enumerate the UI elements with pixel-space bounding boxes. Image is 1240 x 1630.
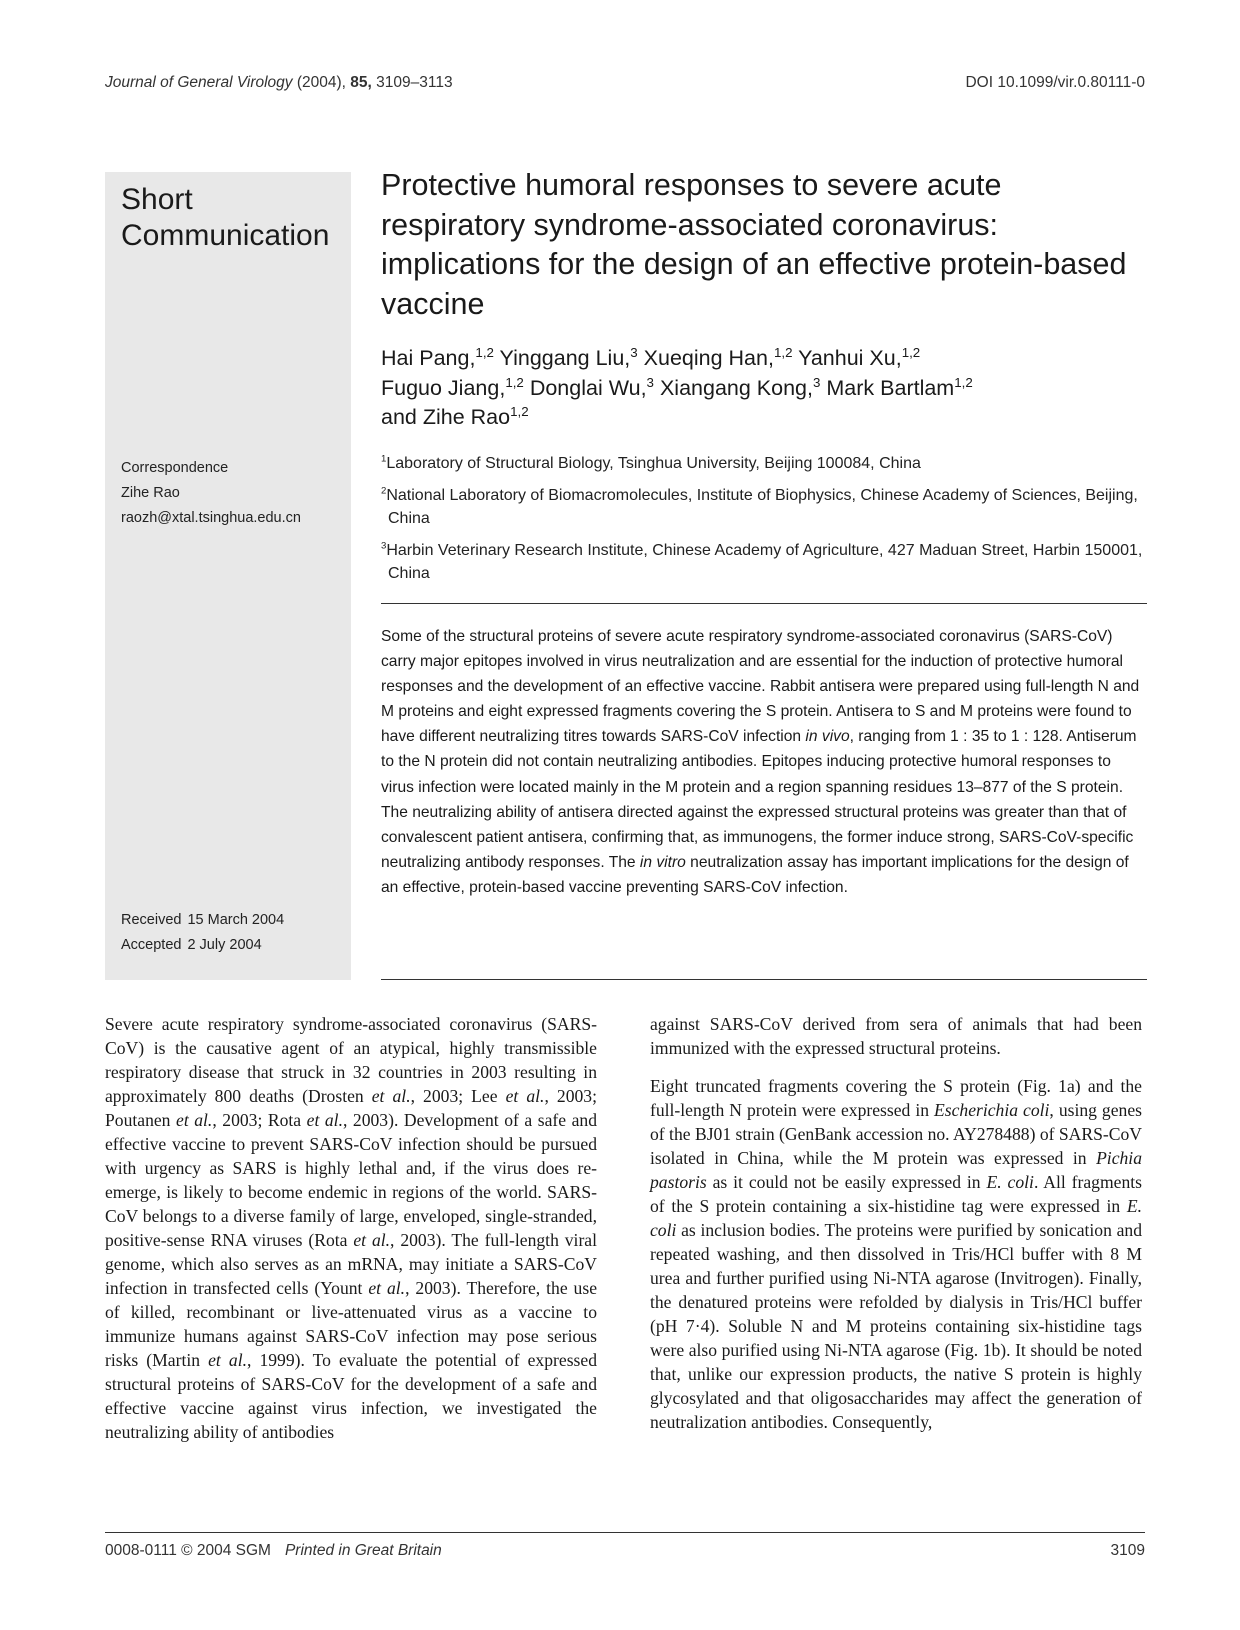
printed-in: Printed in Great Britain bbox=[284, 1542, 442, 1559]
author: Yinggang Liu,$^3$ bbox=[499, 344, 638, 370]
issn-copyright: 0008-0111 © 2004 SGM bbox=[105, 1542, 271, 1559]
affiliation: $^3$Harbin Veterinary Research Institute, Chinese Academy of Agriculture, 427 Maduan Street, Harbin 150001, China bbox=[381, 540, 1143, 582]
article-title: Protective humoral responses to severe acute respiratory syndrome-associated coronavirus: implications for the design of an effective protein-based vaccine bbox=[381, 168, 1127, 321]
author: Fuguo Jiang,$^{1,2}$ bbox=[381, 374, 524, 400]
dates-block bbox=[121, 908, 284, 958]
body-column-left bbox=[105, 1012, 597, 1458]
correspondence-email[interactable]: raozh@xtal.tsinghua.edu.cn bbox=[121, 510, 301, 526]
received-label: Received bbox=[121, 912, 182, 928]
abstract-bottom-rule bbox=[381, 979, 1147, 980]
body-paragraph: against SARS-CoV derived from sera of animals that had been immunized with the expressed structural proteins. bbox=[650, 1014, 1142, 1058]
correspondence-name: Zihe Rao bbox=[121, 485, 180, 501]
footer-rule bbox=[105, 1532, 1145, 1533]
received-line bbox=[121, 908, 284, 933]
abstract: Some of the structural proteins of severe acute respiratory syndrome-associated coronavirus (SARS-CoV) carry major epitopes involved in virus neutralization and are essential for the induction of protective humoral responses and the development of an effective vaccine. Rabbit antisera were prepared using full-length N and M proteins and eight expressed fragments covering the S protein. Antisera to S and M proteins were found to have different neutralizing titres towards SARS-CoV infection in vivo, ranging from 1 : 35 to 1 : 128. Antiserum to the N protein did not contain neutralizing antibodies. Epitopes inducing protective humoral responses to virus infection were located mainly in the M protein and a region spanning residues 13–877 of the S protein. The neutralizing ability of antisera directed against the expressed structural proteins was greater than that of convalescent patient antisera, confirming that, as immunogens, the former induce strong, SARS-CoV-specific neutralizing antibody responses. The in vitro neutralization assay has important implications for the design of an effective, protein-based vaccine preventing SARS-CoV infection. bbox=[381, 628, 1140, 896]
author: Donglai Wu,$^3$ bbox=[529, 374, 654, 400]
affiliations bbox=[381, 452, 1143, 594]
affiliation: $^1$Laboratory of Structural Biology, Tsinghua University, Beijing 100084, China bbox=[381, 453, 921, 472]
correspondence-label: Correspondence bbox=[121, 460, 229, 476]
author: Hai Pang,$^{1,2}$ bbox=[381, 344, 494, 370]
journal-name: Journal of General Virology bbox=[105, 74, 293, 91]
author: and Zihe Rao$^{1,2}$ bbox=[381, 403, 529, 429]
accepted-line bbox=[121, 933, 284, 958]
author: Xiangang Kong,$^3$ bbox=[659, 374, 821, 400]
affiliation: $^2$National Laboratory of Biomacromolecules, Institute of Biophysics, Chinese Academy of Sciences, Beijing, China bbox=[381, 485, 1138, 527]
accepted-label: Accepted bbox=[121, 937, 182, 953]
journal-volume: 85, bbox=[350, 74, 372, 91]
journal-citation bbox=[105, 74, 453, 92]
journal-pages: 3109–3113 bbox=[376, 74, 453, 91]
correspondence-block bbox=[121, 456, 301, 531]
author: Yanhui Xu,$^{1,2}$ bbox=[798, 344, 921, 370]
footer-left bbox=[105, 1542, 442, 1560]
abstract-top-rule bbox=[381, 603, 1147, 604]
page-number: 3109 bbox=[1110, 1542, 1145, 1559]
doi-label: DOI 10.1099/vir.0.80111-0 bbox=[965, 74, 1145, 91]
sidebar-panel bbox=[105, 172, 351, 980]
author: Mark Bartlam$^{1,2}$ bbox=[826, 374, 973, 400]
received-date: 15 March 2004 bbox=[187, 912, 285, 928]
body-paragraph: Eight truncated fragments covering the S protein (Fig. 1a) and the full-length N protein were expressed in Escherichia coli, using genes of the BJ01 strain (GenBank accession no. AY278488) of SARS-CoV isolated in China, while the M protein was expressed in Pichia pastoris as it could not be easily expressed in E. coli. All fragments of the S protein containing a six-histidine tag were expressed in E. coli as inclusion bodies. The proteins were purified by sonication and repeated washing, and then dissolved in Tris/HCl buffer with 8 M urea and further purified using Ni-NTA agarose (Invitrogen). Finally, the denatured proteins were refolded by dialysis in Tris/HCl buffer (pH 7·4). Soluble N and M proteins containing six-histidine tags were also purified using Ni-NTA agarose (Fig. 1b). It should be noted that, unlike our expression products, the native S protein is highly glycosylated and that oligosaccharides may affect the generation of neutralization antibodies. Consequently, bbox=[650, 1076, 1142, 1432]
author-list bbox=[381, 344, 1141, 433]
body-paragraph: Severe acute respiratory syndrome-associated coronavirus (SARS-CoV) is the causative agent of an atypical, highly transmissible respiratory disease that struck in 32 countries in 2003 resulting in approximately 800 deaths (Drosten et al., 2003; Lee et al., 2003; Poutanen et al., 2003; Rota et al., 2003). Development of a safe and effective vaccine to prevent SARS-CoV infection should be pursued with urgency as SARS is highly lethal and, if the virus does re-emerge, is likely to become endemic in regions of the world. SARS-CoV belongs to a diverse family of large, enveloped, single-stranded, positive-sense RNA viruses (Rota et al., 2003). The full-length viral genome, which also serves as an mRNA, may initiate a SARS-CoV infection in transfected cells (Yount et al., 2003). Therefore, the use of killed, recombinant or live-attenuated virus as a vaccine to immunize humans against SARS-CoV infection may pose serious risks (Martin et al., 1999). To evaluate the potential of expressed structural proteins of SARS-CoV for the development of a safe and effective vaccine against virus infection, we investigated the neutralizing ability of antibodies bbox=[105, 1014, 598, 1442]
article-type: Short Communication bbox=[121, 183, 330, 252]
body-column-right bbox=[650, 1012, 1142, 1448]
author: Xueqing Han,$^{1,2}$ bbox=[643, 344, 793, 370]
journal-year: (2004), bbox=[296, 74, 346, 91]
accepted-date: 2 July 2004 bbox=[187, 937, 262, 953]
